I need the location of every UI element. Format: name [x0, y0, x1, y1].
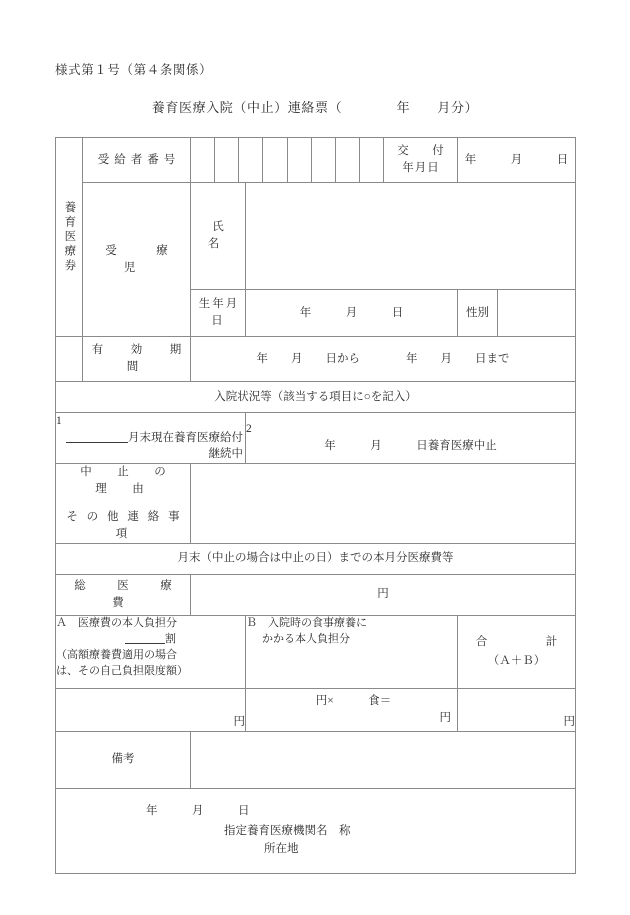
digit-cell[interactable] — [336, 138, 360, 182]
child-label: 受 療 児 — [105, 244, 208, 274]
total-medical-value-cell[interactable] — [191, 574, 576, 615]
column-a-line3: （高額療養費適用の場合 — [56, 648, 177, 661]
spacer-cell — [56, 337, 83, 382]
column-a-line4: は、その自己負担限度額） — [56, 664, 188, 677]
row-admission-items — [56, 413, 576, 464]
issue-date-label-line2: 年月日 — [402, 162, 440, 174]
rate-blank-field[interactable] — [125, 632, 165, 643]
column-b-line1: Ｂ 入院時の食事療養に — [246, 616, 367, 629]
valid-period-label: 有 効 期 間 — [91, 344, 209, 373]
column-sum-line1: 合 計 — [475, 636, 564, 649]
name-label: 氏 名 — [207, 221, 274, 250]
row-fee-columns-header — [56, 615, 576, 688]
insurance-card-vertical-label: 養育医療券 — [63, 200, 76, 274]
recipient-number-label: 受給者番号 — [97, 153, 181, 166]
amount-b-unit: 円 — [439, 711, 451, 724]
digit-cell[interactable] — [239, 138, 263, 182]
fees-section-title: 月末（中止の場合は中止の日）までの本月分医療費等 — [177, 552, 454, 565]
row-reason — [56, 464, 576, 544]
column-a-header-cell — [56, 615, 246, 688]
sex-value-cell[interactable] — [498, 290, 576, 337]
issue-date-value-cell[interactable] — [458, 138, 576, 183]
admission-item-1-number: 1 — [56, 415, 62, 427]
sex-label-cell — [458, 290, 498, 337]
digit-cell[interactable] — [288, 138, 312, 182]
form-code: 様式第１号（第４条関係） — [55, 63, 213, 77]
row-remarks — [56, 731, 576, 788]
form-table — [55, 137, 576, 874]
digit-cell[interactable] — [312, 138, 336, 182]
child-label-cell — [83, 183, 208, 337]
total-medical-label-cell — [56, 574, 204, 615]
remarks-label-cell — [56, 731, 191, 788]
reason-label-cell — [56, 464, 191, 544]
birth-value-cell[interactable] — [246, 290, 458, 337]
sex-label: 性別 — [466, 306, 489, 319]
admission-item-1-text: 月末現在養育医療給付継続中 — [56, 430, 245, 463]
admission-item-1-cell[interactable] — [56, 413, 246, 464]
total-medical-label: 総 医 療 費 — [74, 580, 204, 609]
column-a-line2: 割 — [56, 632, 245, 648]
footer-date: 年 月 日 — [146, 804, 250, 817]
recipient-number-boxes-cell[interactable] — [191, 138, 384, 183]
birth-label-cell — [191, 290, 246, 337]
name-value-cell[interactable] — [246, 183, 576, 290]
row-child-name — [56, 183, 576, 290]
row-footer — [56, 788, 576, 873]
valid-period-value: 年 月 日から 年 月 日まで — [256, 352, 510, 365]
name-label-cell — [191, 183, 274, 290]
row-fee-amounts — [56, 688, 576, 731]
footer-address-label: 所在地 — [264, 843, 299, 856]
recipient-number-label-cell — [83, 138, 191, 183]
total-medical-value: 円 — [377, 588, 389, 601]
month-blank-field[interactable] — [66, 431, 128, 443]
valid-period-label-cell — [83, 337, 209, 382]
remarks-label: 備考 — [111, 753, 135, 766]
reason-label-line1: 中 止 の 理 由 — [80, 466, 192, 495]
amount-sum-cell[interactable] — [458, 688, 576, 731]
column-a-line1: Ａ 医療費の本人負担分 — [56, 616, 177, 629]
row-recipient-number — [56, 138, 576, 183]
row-fees-title — [56, 543, 576, 574]
footer-institution-label: 指定養育医療機関名 称 — [224, 825, 351, 838]
admission-item-2-cell[interactable] — [246, 413, 576, 464]
digit-cell[interactable] — [215, 138, 239, 182]
digit-cell[interactable] — [263, 138, 287, 182]
row-valid-period — [56, 337, 576, 382]
admission-section-title: 入院状況等（該当する項目に○を記入） — [214, 390, 417, 403]
issue-date-label-cell — [384, 138, 458, 183]
row-total-medical — [56, 574, 576, 615]
birth-value: 年 月 日 — [299, 306, 404, 319]
birth-label: 生年月日 — [198, 298, 240, 327]
digit-cell[interactable] — [360, 138, 383, 182]
recipient-number-input[interactable] — [191, 138, 383, 182]
fees-section-title-cell — [56, 543, 576, 574]
admission-item-2-number: 2 — [246, 423, 252, 436]
vertical-label-cell — [56, 138, 83, 337]
amount-a-unit: 円 — [233, 716, 245, 729]
page-title: 養育医療入院（中止）連絡票（ 年 月分） — [151, 100, 479, 115]
valid-period-value-cell[interactable] — [191, 337, 576, 382]
issue-date-value: 年 月 日 — [464, 153, 569, 166]
amount-b-formula: 円× 食＝ — [315, 695, 392, 708]
admission-section-title-cell — [56, 382, 576, 413]
row-admission-title — [56, 382, 576, 413]
issue-date-label-line1: 交 付 — [397, 144, 450, 157]
admission-item-2-text: 年 月 日養育医療中止 — [324, 440, 497, 452]
reason-label-line2: そ の 他 連 絡 事 項 — [66, 511, 183, 541]
reason-value-cell[interactable] — [191, 464, 576, 544]
column-b-line2: かかる本人負担分 — [262, 632, 350, 645]
column-b-header-cell — [246, 615, 458, 688]
remarks-value-cell[interactable] — [191, 731, 576, 788]
column-sum-line2: （Ａ＋Ｂ） — [487, 654, 546, 667]
amount-sum-unit: 円 — [563, 716, 575, 729]
amount-a-cell[interactable] — [56, 688, 246, 731]
amount-b-cell[interactable] — [246, 688, 458, 731]
column-sum-header-cell — [458, 615, 576, 688]
footer-institution — [56, 821, 575, 873]
footer-cell — [56, 788, 576, 873]
digit-cell[interactable] — [191, 138, 215, 182]
